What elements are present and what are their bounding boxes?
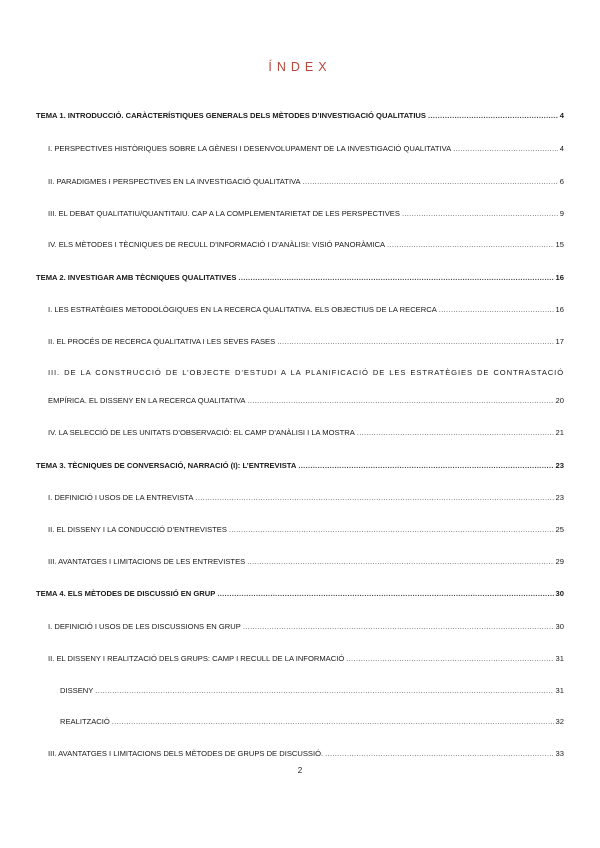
leader-dots — [238, 273, 553, 283]
toc-entry-label: III. EL DEBAT QUALITATIU/QUANTITAIU. CAP A LA COMPLEMENTARIETAT DE LES PERSPECTIVES — [48, 209, 400, 218]
toc-entry-label: I. DEFINICIÓ I USOS DE LES DISCUSSIONS EN GRUP — [48, 622, 241, 631]
leader-dots — [428, 111, 558, 121]
leader-dots — [243, 622, 554, 632]
toc-entry-page: 23 — [555, 461, 564, 470]
leader-dots — [229, 525, 554, 535]
toc-entry-page: 33 — [555, 749, 564, 758]
toc-entry-tema-3[interactable] — [36, 461, 564, 471]
toc-entry[interactable] — [48, 177, 564, 187]
toc-entry[interactable] — [48, 144, 564, 154]
leader-dots — [453, 144, 558, 154]
toc-entry-page: 30 — [555, 622, 564, 631]
toc-entry[interactable] — [48, 749, 564, 759]
toc-entry-label: III. AVANTATGES I LIMITACIONS DELS MÈTODES DE GRUPS DE DISCUSSIÓ. — [48, 749, 324, 758]
leader-dots — [298, 461, 553, 471]
toc-entry[interactable] — [48, 525, 564, 535]
leader-dots — [402, 209, 558, 219]
toc-entry-page: 16 — [555, 273, 564, 282]
leader-dots — [357, 428, 554, 438]
toc-entry-tema-1[interactable] — [36, 111, 564, 121]
toc-entry[interactable] — [48, 337, 564, 347]
toc-entry-page: 31 — [555, 686, 564, 695]
toc-entry-sub[interactable] — [60, 686, 564, 696]
toc-entry-page: 16 — [555, 305, 564, 314]
toc-entry[interactable] — [48, 240, 564, 250]
leader-dots — [195, 493, 553, 503]
toc-entry[interactable] — [48, 428, 564, 438]
toc-entry-page: 30 — [555, 589, 564, 598]
toc-entry-sub[interactable] — [60, 717, 564, 727]
toc-entry-page: 31 — [555, 654, 564, 663]
toc-entry-page: 29 — [555, 557, 564, 566]
toc-entry-label: DISSENY — [60, 686, 94, 695]
leader-dots — [387, 240, 554, 250]
toc-entry-label: EMPÍRICA. EL DISSENY EN LA RECERCA QUALITATIVA — [48, 396, 246, 405]
leader-dots — [217, 589, 553, 599]
toc-entry-label: II. EL DISSENY I LA CONDUCCIÓ D’ENTREVISTES — [48, 525, 227, 534]
leader-dots — [346, 654, 553, 664]
toc-entry[interactable] — [48, 209, 564, 219]
toc-entry-label: II. EL DISSENY I REALITZACIÓ DELS GRUPS: CAMP I RECULL DE LA INFORMACIÓ — [48, 654, 345, 663]
toc-entry-label: III. AVANTATGES I LIMITACIONS DE LES ENTREVISTES — [48, 557, 246, 566]
leader-dots — [303, 177, 558, 187]
toc-entry[interactable] — [48, 622, 564, 632]
toc-entry-page: 6 — [559, 177, 564, 186]
index-title: ÍNDEX — [268, 60, 332, 74]
page-number: 2 — [297, 766, 303, 775]
toc-entry-page: 15 — [555, 240, 564, 249]
toc-entry-page: 9 — [559, 209, 564, 218]
toc-entry-label: II. EL PROCÉS DE RECERCA QUALITATIVA I LES SEVES FASES — [48, 337, 276, 346]
toc-entry-label: REALITZACIÓ — [60, 717, 110, 726]
toc-entry-label: II. PARADIGMES I PERSPECTIVES EN LA INVESTIGACIÓ QUALITATIVA — [48, 177, 301, 186]
toc-entry-label: I. PERSPECTIVES HISTÒRIQUES SOBRE LA GÈNESI I DESENVOLUPAMENT DE LA INVESTIGACIÓ QUALITATIVA — [48, 144, 452, 153]
leader-dots — [95, 686, 553, 696]
leader-dots — [325, 749, 553, 759]
toc-entry-page: 32 — [555, 717, 564, 726]
toc-entry-label: I. LES ESTRATÈGIES METODOLÒGIQUES EN LA RECERCA QUALITATIVA. ELS OBJECTIUS DE LA RECERCA — [48, 305, 437, 314]
toc-entry-label: TEMA 4. ELS MÈTODES DE DISCUSSIÓ EN GRUP — [36, 589, 216, 598]
toc-entry[interactable] — [48, 557, 564, 567]
leader-dots — [247, 557, 553, 567]
toc-entry-page: 4 — [559, 144, 564, 153]
toc-entry-page: 4 — [559, 111, 564, 120]
leader-dots — [248, 396, 554, 406]
toc-entry-label: TEMA 2. INVESTIGAR AMB TÈCNIQUES QUALITATIVES — [36, 273, 237, 282]
toc-entry-label: I. DEFINICIÓ I USOS DE LA ENTREVISTA — [48, 493, 194, 502]
toc-entry-wrapped-line: III. DE LA CONSTRUCCIÓ DE L’OBJECTE D’ESTUDI A LA PLANIFICACIÓ DE LES ESTRATÈGIES DE CONTRASTACIÓ — [48, 368, 564, 377]
toc-entry-label: TEMA 1. INTRODUCCIÓ. CARÀCTERÍSTIQUES GENERALS DELS MÈTODES D’INVESTIGACIÓ QUALITATIUS — [36, 111, 426, 120]
toc-entry-page: 21 — [555, 428, 564, 437]
toc-entry[interactable] — [48, 305, 564, 315]
toc-entry[interactable] — [48, 654, 564, 664]
leader-dots — [439, 305, 554, 315]
toc-entry-tema-2[interactable] — [36, 273, 564, 283]
toc-entry[interactable] — [48, 493, 564, 503]
toc-entry-page: 25 — [555, 525, 564, 534]
toc-entry-page: 17 — [555, 337, 564, 346]
toc-entry[interactable] — [48, 396, 564, 406]
toc-entry-page: 23 — [555, 493, 564, 502]
toc-entry-label: TEMA 3. TÈCNIQUES DE CONVERSACIÓ, NARRACIÓ (I): L’ENTREVISTA — [36, 461, 297, 470]
leader-dots — [112, 717, 554, 727]
leader-dots — [277, 337, 553, 347]
toc-entry-tema-4[interactable] — [36, 589, 564, 599]
toc-entry-page: 20 — [555, 396, 564, 405]
toc-entry-label: IV. ELS MÈTODES I TÈCNIQUES DE RECULL D’INFORMACIÓ I D’ANÀLISI: VISIÓ PANORÀMICA — [48, 240, 386, 249]
toc-entry-label: IV. LA SELECCIÓ DE LES UNITATS D’OBSERVACIÓ: EL CAMP D’ANÀLISI I LA MOSTRA — [48, 428, 355, 437]
